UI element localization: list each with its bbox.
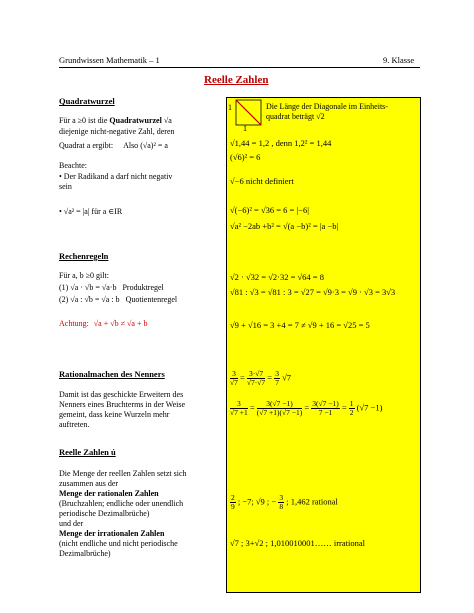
ratio-line1: Damit ist das geschickte Erweitern des bbox=[59, 390, 184, 399]
example-rationalize-2: $\frac{3}{√7 +1}$ = $\frac{3(√7 -1)}{(√7 +1)(√7 -1)}$ = $\frac{3(√7 -1)}{7 -1}$ = $\frac{1}{2}$ (√7 −1) bbox=[230, 399, 383, 417]
section-heading-rechenregeln: Rechenregeln bbox=[59, 251, 109, 261]
section-heading-reelle-zahlen: Reelle Zahlen ú bbox=[59, 447, 116, 457]
beachte-item-2: • √a² = |a| für a ∈IR bbox=[59, 207, 123, 216]
beachte-item-1a: • Der Radikand a darf nicht negativ bbox=[59, 172, 173, 181]
example-binomial: √a² −2ab +b² = √(a −b)² = |a −b| bbox=[230, 221, 339, 231]
section-heading-quadratwurzel: Quadratwurzel bbox=[59, 96, 115, 106]
example-irrational: √7 ; 3+√2 ; 1,010010001…… irrational bbox=[230, 538, 365, 548]
diagonal-text-2: quadrat beträgt √2 bbox=[266, 112, 325, 121]
header-right: 9. Klasse bbox=[383, 55, 415, 65]
example-sqrt6-squared: (√6)² = 6 bbox=[230, 152, 261, 162]
example-abs-neg6: √(−6)² = √36 = 6 = |−6| bbox=[230, 205, 309, 215]
reals-line7: Menge der irrationalen Zahlen bbox=[59, 529, 165, 538]
example-sqrt-144: √1,44 = 1,2 , denn 1,2² = 1,44 bbox=[230, 138, 332, 148]
examples-box bbox=[226, 97, 421, 593]
example-quotient: √81 : √3 = √81 : 3 = √27 = √9·3 = √9 · √3 = 3√3 bbox=[230, 287, 396, 297]
example-rational: $\frac{2}{9}$ ; −7; √9 ; − $\frac{3}{8}$ ; 1,462 rational bbox=[231, 493, 338, 511]
beachte-label: Beachte: bbox=[59, 161, 87, 170]
example-product: √2 · √32 = √2·32 = √64 = 8 bbox=[230, 272, 324, 282]
reals-line5: periodische Dezimalbrüche) bbox=[59, 509, 150, 518]
ratio-line2: Nenners eines Bruchterms in der Weise bbox=[59, 400, 186, 409]
square-label-bottom: 1 bbox=[243, 124, 247, 133]
reals-line6: und der bbox=[59, 519, 84, 528]
def-line2: diejenige nicht-negative Zahl, deren bbox=[59, 127, 175, 136]
rule-quotient: (2) √a : √b = √a : b Quotientenregel bbox=[59, 295, 178, 304]
ratio-line4: auftreten. bbox=[59, 420, 90, 429]
reals-line2: zusammen aus der bbox=[59, 479, 119, 488]
rules-intro: Für a, b ≥0 gilt: bbox=[59, 271, 109, 280]
square-label-left: 1 bbox=[228, 103, 232, 112]
unit-square-diagram bbox=[233, 99, 265, 129]
reals-line1: Die Menge der reellen Zahlen setzt sich bbox=[59, 469, 187, 478]
def-line3: Quadrat a ergibt: Also (√a)² = a bbox=[59, 141, 168, 150]
header-rule bbox=[59, 67, 420, 68]
beachte-item-1b: sein bbox=[59, 182, 72, 191]
reals-line9: Dezimalbrüche) bbox=[59, 549, 111, 558]
page-title: Reelle Zahlen bbox=[204, 74, 269, 86]
warning: Achtung: √a + √b ≠ √a + b bbox=[59, 319, 148, 328]
reals-line4: (Bruchzahlen; endliche oder unendlich bbox=[59, 499, 184, 508]
rule-product: (1) √a · √b = √a·b Produktregel bbox=[59, 283, 164, 292]
example-warning: √9 + √16 = 3 +4 = 7 ≠ √9 + 16 = √25 = 5 bbox=[230, 320, 370, 330]
ratio-line3: gemeint, dass keine Wurzeln mehr bbox=[59, 410, 170, 419]
def-line1: Für a ≥0 ist die Quadratwurzel √a bbox=[59, 116, 172, 125]
example-rationalize-1: $\frac{3}{√7}$ = $\frac{3\cdot√7}{√7\cdot√7}$ = $\frac{3}{7}$ √7 bbox=[230, 369, 291, 387]
example-sqrt-neg6: √−6 nicht definiert bbox=[230, 176, 294, 186]
section-heading-rationalmachen: Rationalmachen des Nenners bbox=[59, 369, 165, 379]
diagonal-text-1: Die Länge der Diagonale im Einheits- bbox=[266, 102, 388, 111]
reals-line8: (nicht endliche und nicht periodische bbox=[59, 539, 178, 548]
reals-line3: Menge der rationalen Zahlen bbox=[59, 489, 159, 498]
header-left: Grundwissen Mathematik – 1 bbox=[59, 55, 160, 65]
